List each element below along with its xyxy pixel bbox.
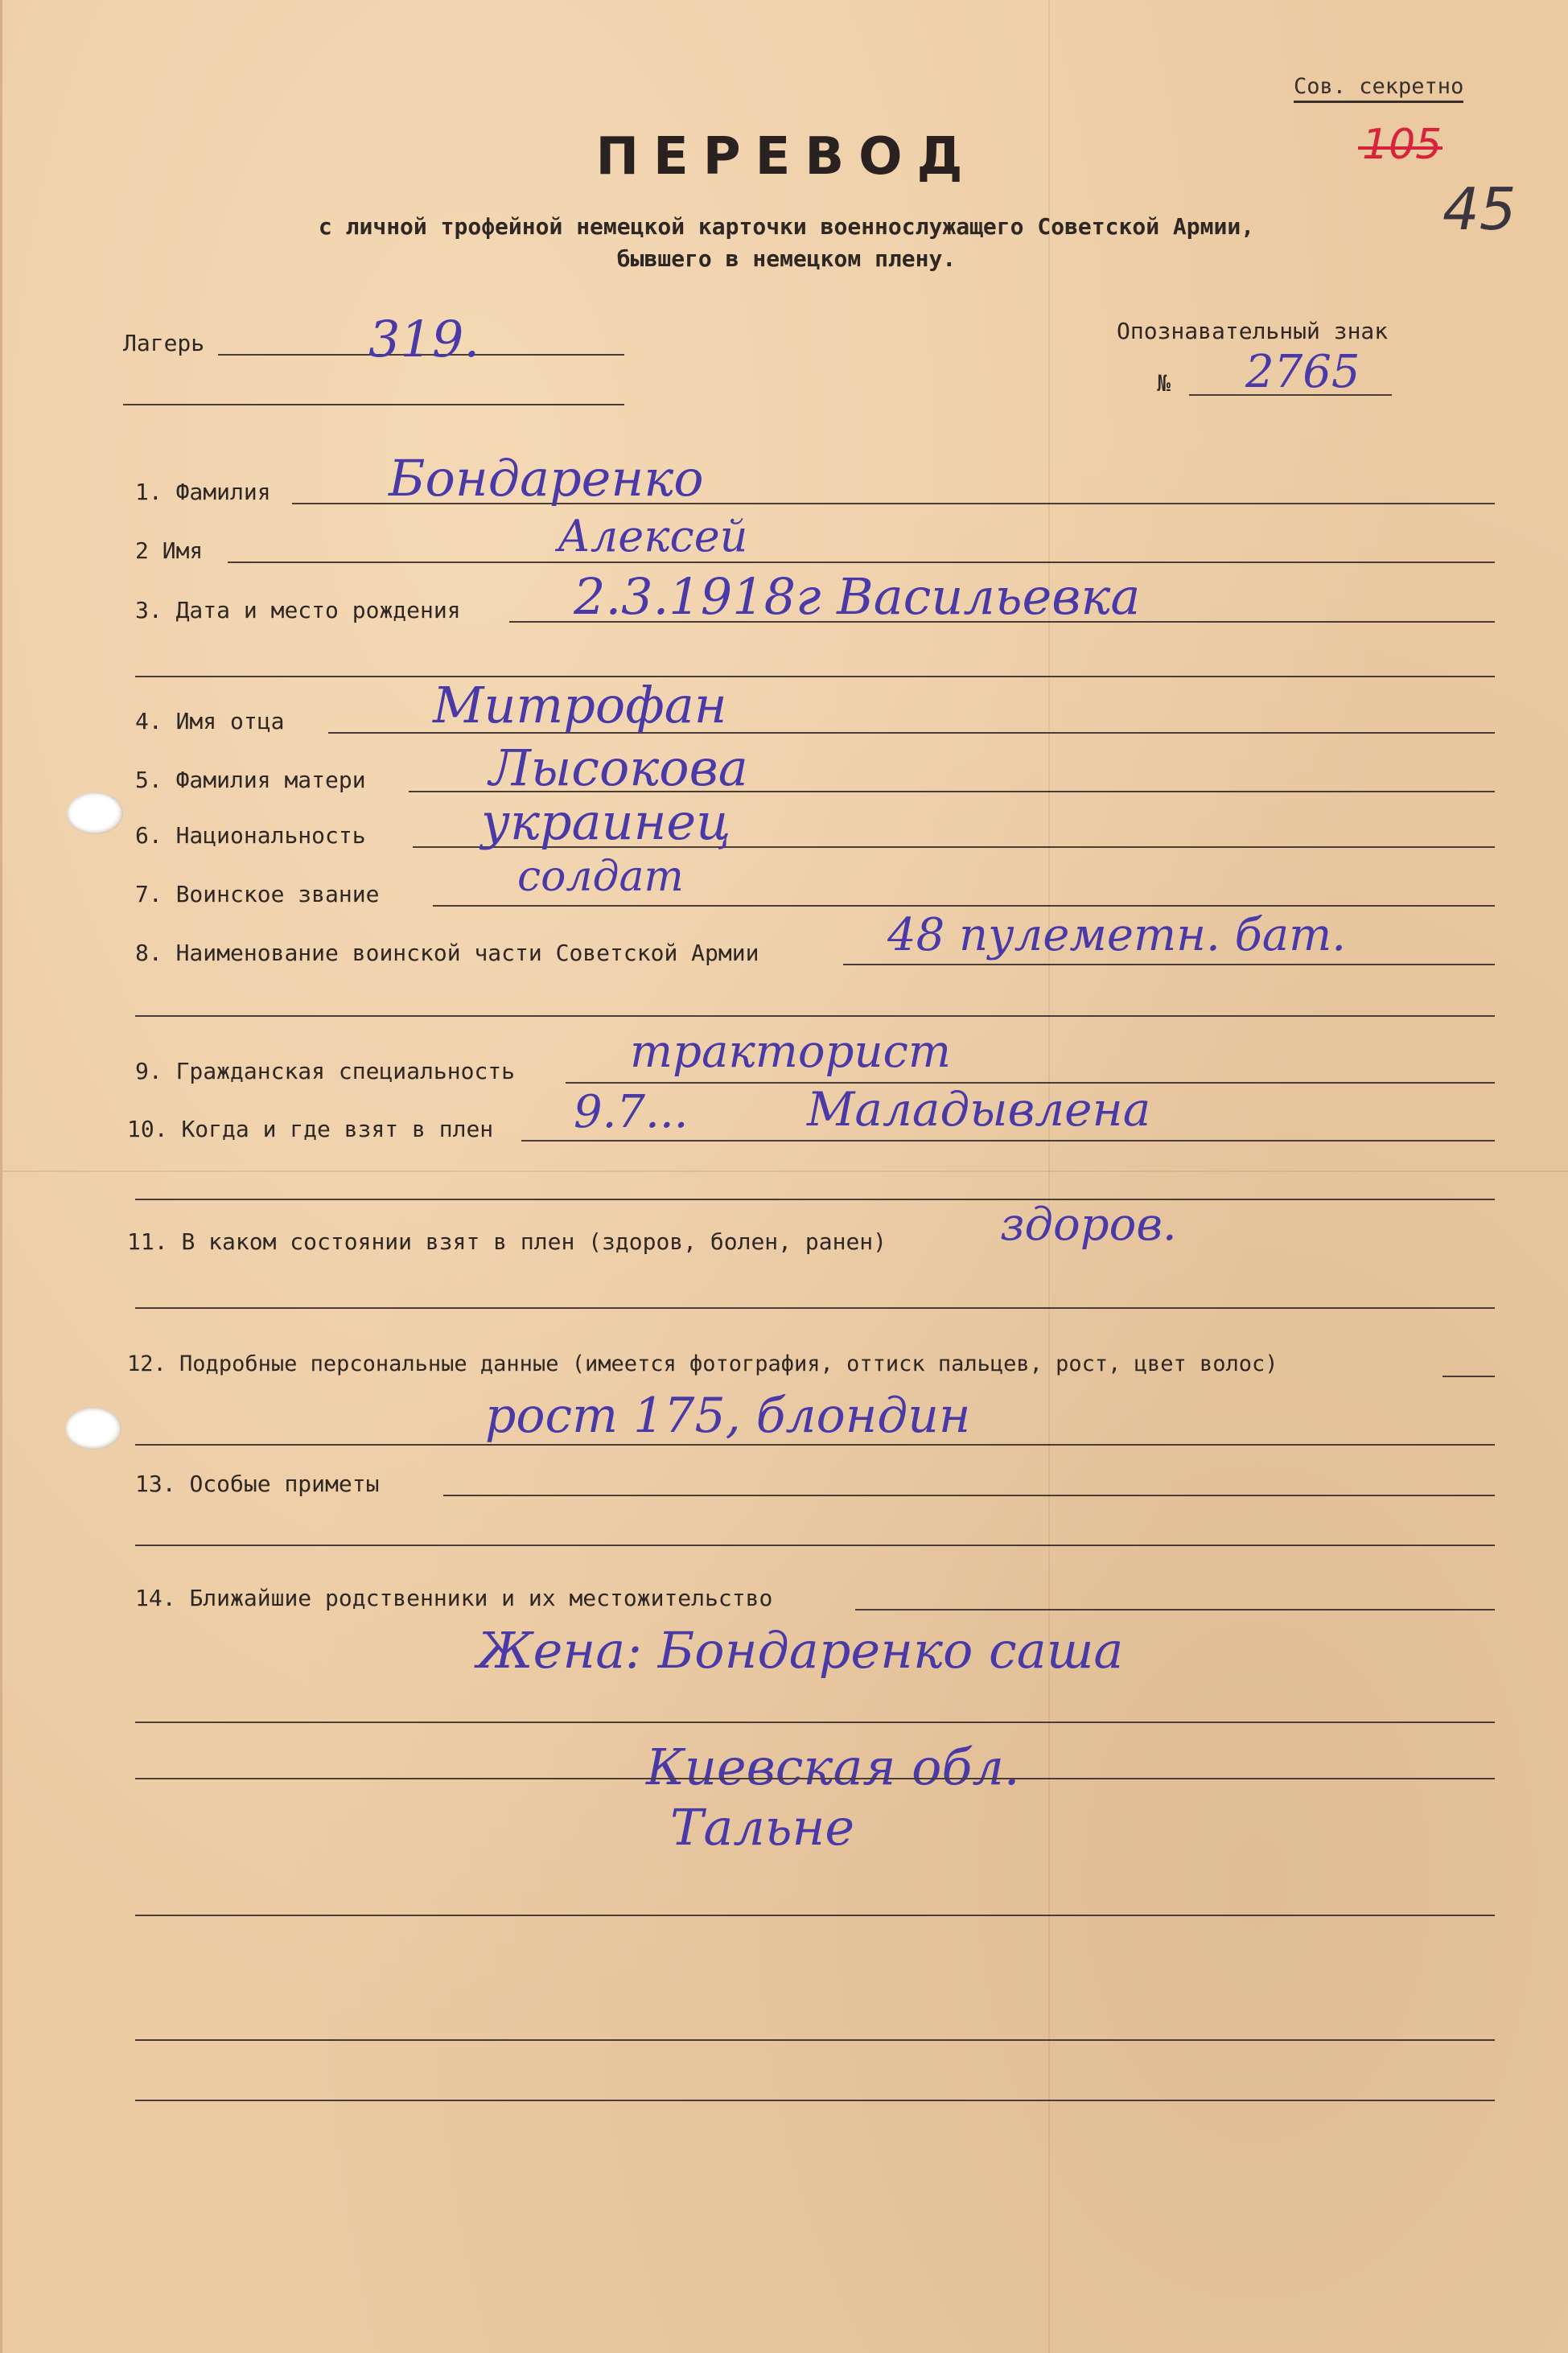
first-name-line bbox=[228, 562, 1495, 563]
sheet-number-pencil: 45 bbox=[1442, 175, 1517, 243]
field-label: Дата и место рождения bbox=[175, 597, 461, 623]
field-number: 10. bbox=[127, 1116, 168, 1142]
field-number: 3. bbox=[135, 597, 163, 623]
special-marks-line bbox=[443, 1495, 1495, 1496]
military-unit-label bbox=[135, 940, 759, 966]
relatives-line-4 bbox=[135, 1915, 1495, 1916]
old-sheet-number: 105 bbox=[1362, 121, 1442, 169]
capture-condition-line-2 bbox=[135, 1307, 1495, 1309]
camp-label: Лагерь bbox=[123, 330, 205, 356]
military-unit-line-2 bbox=[135, 1015, 1495, 1017]
paper-fold-line bbox=[2, 1170, 1568, 1172]
field-label: Фамилия bbox=[175, 479, 271, 505]
identity-tag-number-sign: № bbox=[1157, 370, 1171, 397]
identity-tag-label: Опознавательный знак bbox=[1117, 318, 1389, 344]
first-name-label bbox=[135, 537, 203, 564]
personal-data-label bbox=[127, 1351, 1278, 1376]
military-rank-label bbox=[135, 881, 379, 907]
relatives-line bbox=[855, 1609, 1495, 1610]
capture-label bbox=[127, 1116, 493, 1142]
field-label: Гражданская специальность bbox=[175, 1058, 516, 1084]
capture-condition-value: здоров. bbox=[1000, 1199, 1177, 1251]
father-name-value: Митрофан bbox=[433, 676, 727, 734]
field-number: 9. bbox=[135, 1058, 163, 1084]
relatives-line-3 bbox=[135, 1778, 1495, 1779]
relatives-line-6 bbox=[135, 2100, 1495, 2101]
field-number: 14. bbox=[135, 1585, 176, 1611]
field-number: 6. bbox=[135, 822, 163, 849]
personal-data-value: рост 175, блондин bbox=[485, 1388, 971, 1444]
capture-line-2 bbox=[135, 1199, 1495, 1200]
birth-date-place-value: 2.3.1918г Васильевка bbox=[574, 567, 1141, 626]
military-unit-value: 48 пулеметн. бат. bbox=[887, 909, 1347, 961]
classification-stamp: Сов. секретно bbox=[1294, 74, 1463, 103]
special-marks-label bbox=[135, 1471, 379, 1497]
personal-data-line bbox=[1442, 1376, 1495, 1377]
father-name-label bbox=[135, 708, 284, 734]
relatives-label bbox=[135, 1585, 772, 1611]
subtitle-line-1: с личной трофейной немецкой карточки военнослужащего Советской Армии, bbox=[318, 213, 1255, 240]
capture-condition-label bbox=[127, 1228, 887, 1255]
field-label: Особые приметы bbox=[189, 1471, 380, 1497]
surname-value: Бондаренко bbox=[389, 449, 704, 508]
personal-data-line-2 bbox=[135, 1444, 1495, 1446]
field-label: Воинское звание bbox=[175, 881, 380, 907]
field-number: 12. bbox=[127, 1351, 167, 1376]
field-number: 11. bbox=[127, 1228, 168, 1255]
paper-fold-line-vertical bbox=[1048, 0, 1050, 2353]
punch-hole-top bbox=[67, 792, 123, 834]
capture-line bbox=[521, 1140, 1495, 1142]
field-number: 2 bbox=[135, 537, 149, 564]
relatives-line-2 bbox=[135, 1722, 1495, 1723]
relatives-value-line-2: Киевская обл. bbox=[646, 1738, 1020, 1796]
first-name-value: Алексей bbox=[558, 511, 748, 562]
field-label: Имя отца bbox=[175, 708, 285, 734]
capture-date-value: 9.7... bbox=[574, 1086, 689, 1138]
document-title: ПЕРЕВОД bbox=[595, 127, 977, 187]
field-label: Национальность bbox=[175, 822, 366, 849]
field-label: Фамилия матери bbox=[175, 767, 366, 793]
relatives-value-line-1: Жена: Бондаренко саша bbox=[477, 1621, 1124, 1680]
capture-place-value: Маладывлена bbox=[807, 1082, 1151, 1137]
field-label: Когда и где взят в плен bbox=[181, 1116, 494, 1142]
military-rank-value: солдат bbox=[517, 853, 684, 901]
field-label: Имя bbox=[162, 537, 204, 564]
birth-date-place-label bbox=[135, 597, 461, 623]
nationality-label bbox=[135, 822, 366, 849]
subtitle-line-2: бывшего в немецком плену. bbox=[616, 245, 957, 272]
field-number: 8. bbox=[135, 940, 163, 966]
military-rank-line bbox=[433, 905, 1495, 907]
document-subtitle bbox=[2, 211, 1568, 275]
field-number: 7. bbox=[135, 881, 163, 907]
field-label: В каком состоянии взят в плен (здоров, болен, ранен) bbox=[181, 1228, 887, 1255]
camp-value: 319. bbox=[368, 310, 480, 368]
civil-specialty-value: тракторист bbox=[630, 1026, 951, 1078]
identity-tag-value: 2765 bbox=[1245, 346, 1360, 398]
field-number: 5. bbox=[135, 767, 163, 793]
relatives-value-line-3: Тальне bbox=[670, 1798, 855, 1857]
surname-label bbox=[135, 479, 271, 505]
field-label: Наименование воинской части Советской Армии bbox=[175, 940, 759, 966]
nationality-value: украинец bbox=[481, 792, 731, 851]
special-marks-line-2 bbox=[135, 1545, 1495, 1546]
field-label: Подробные персональные данные (имеется фотография, оттиск пальцев, рост, цвет волос) bbox=[179, 1351, 1278, 1376]
mother-surname-label bbox=[135, 767, 366, 793]
relatives-line-5 bbox=[135, 2039, 1495, 2041]
field-label: Ближайшие родственники и их местожительство bbox=[189, 1585, 773, 1611]
mother-surname-value: Лысокова bbox=[489, 738, 748, 797]
camp-line-2 bbox=[123, 404, 624, 405]
field-number: 1. bbox=[135, 479, 163, 505]
military-unit-line bbox=[843, 964, 1495, 965]
field-number: 13. bbox=[135, 1471, 176, 1497]
civil-specialty-label bbox=[135, 1058, 515, 1084]
birth-date-place-line-2 bbox=[135, 676, 1495, 677]
punch-hole-bottom bbox=[65, 1408, 121, 1450]
field-number: 4. bbox=[135, 708, 163, 734]
